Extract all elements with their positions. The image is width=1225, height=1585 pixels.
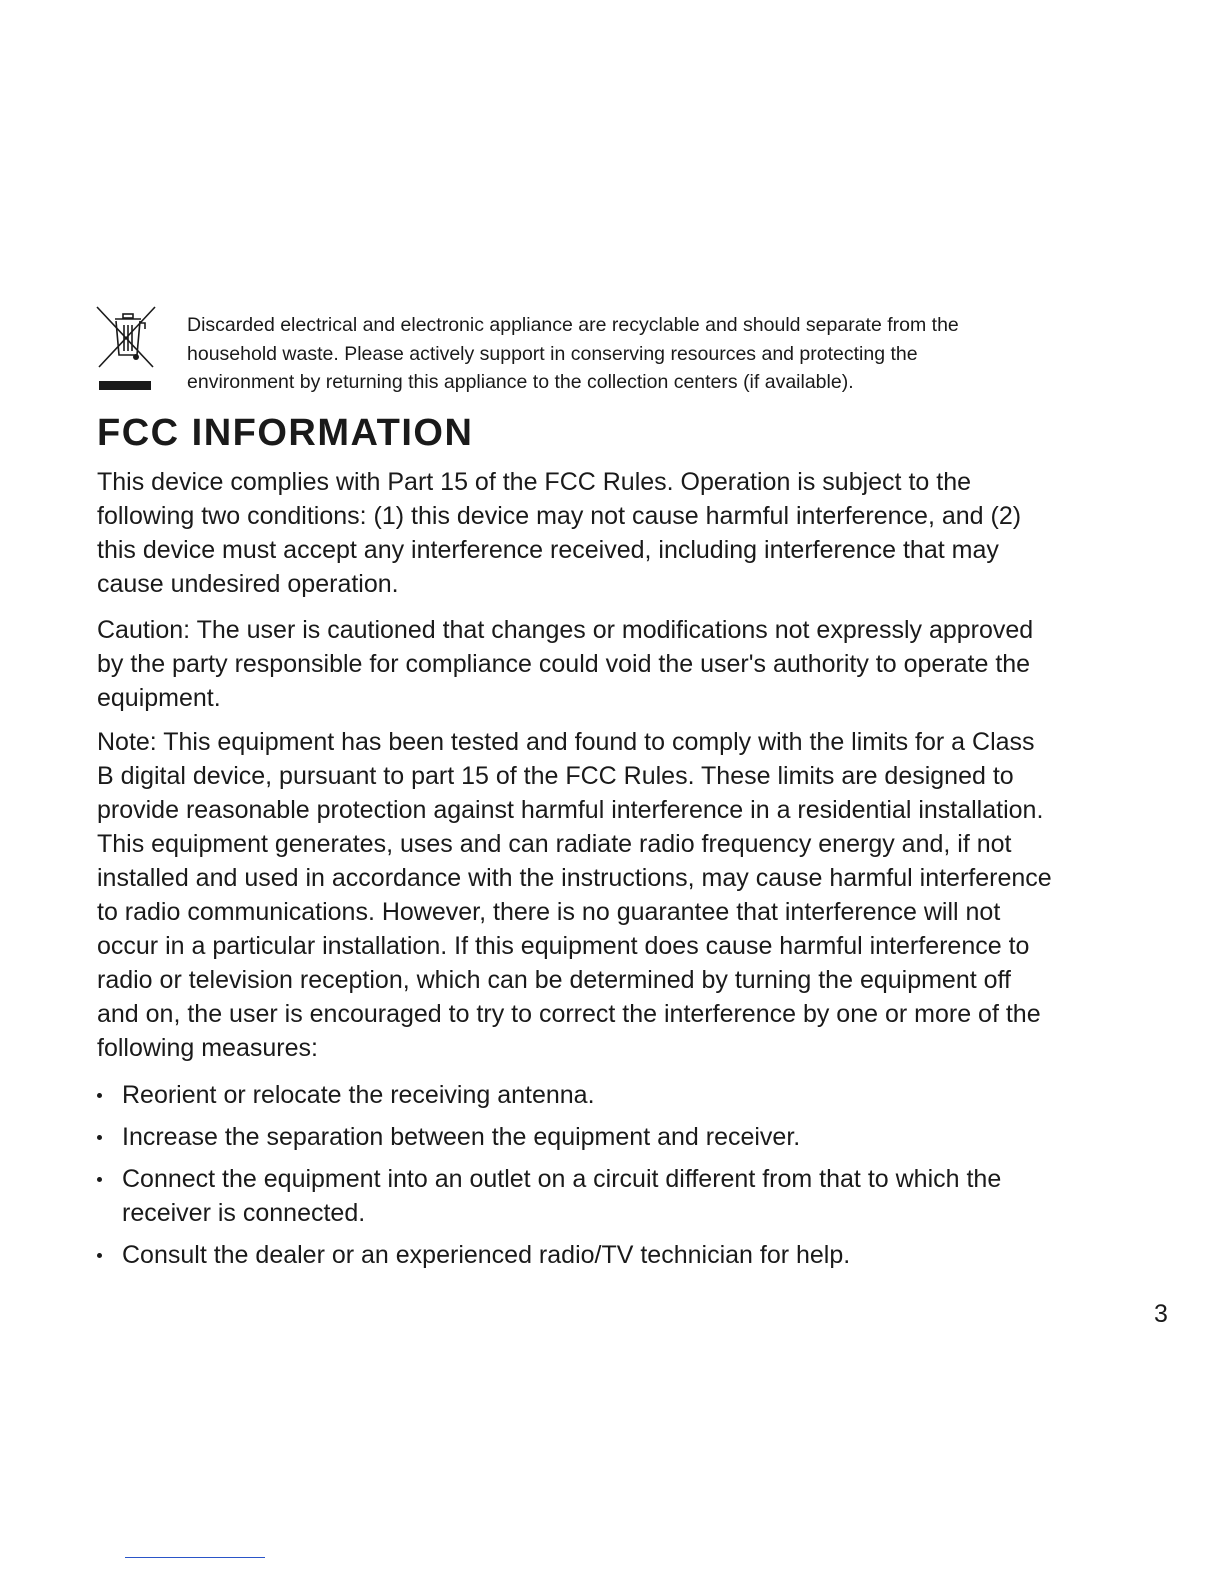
fcc-heading: FCC INFORMATION [97,412,474,454]
text-line: radio or television reception, which can be determined by turning the equipment off [97,966,1011,994]
weee-line: Discarded electrical and electronic appliance are recyclable and should separate from the [187,314,959,336]
text-line: this device must accept any interference received, including interference that may [97,536,999,564]
text-line: to radio communications. However, there is no guarantee that interference will not [97,898,1001,926]
note-paragraph [97,725,1177,1065]
list-item [97,1238,1177,1272]
text-line: B digital device, pursuant to part 15 of the FCC Rules. These limits are designed to [97,762,1014,790]
list-item-text: Consult the dealer or an experienced radio/TV technician for help. [122,1241,851,1269]
crossed-out-wheelie-bin-icon [95,305,157,395]
bullet-icon [97,1135,102,1140]
text-line: by the party responsible for compliance could void the user's authority to operate the [97,650,1031,678]
weee-line: environment by returning this appliance to the collection centers (if available). [187,371,854,393]
text-line: installed and used in accordance with the instructions, may cause harmful interference [97,864,1052,892]
list-item-text: receiver is connected. [122,1199,366,1227]
list-item [97,1120,1177,1154]
weee-notice [95,305,1155,400]
text-line: Note: This equipment has been tested and found to comply with the limits for a Class [97,728,1035,756]
measures-list [97,1078,1177,1280]
text-line: equipment. [97,684,221,712]
text-line: This device complies with Part 15 of the FCC Rules. Operation is subject to the [97,468,971,496]
list-item [97,1162,1177,1230]
text-line: and on, the user is encouraged to try to correct the interference by one or more of the [97,1000,1041,1028]
weee-line: household waste. Please actively support in conserving resources and protecting the [187,342,918,365]
list-item-text: Increase the separation between the equipment and receiver. [122,1123,801,1151]
weee-text [187,311,1147,397]
text-line: following two conditions: (1) this device may not cause harmful interference, and (2) [97,502,1022,530]
list-item-text: Connect the equipment into an outlet on a circuit different from that to which the [122,1165,1002,1193]
text-line: cause undesired operation. [97,570,399,598]
bullet-icon [97,1177,102,1182]
text-line: This equipment generates, uses and can radiate radio frequency energy and, if not [97,830,1012,858]
bullet-icon [97,1253,102,1258]
compliance-paragraph [97,465,1177,601]
text-line: Caution: The user is cautioned that changes or modifications not expressly approved [97,616,1034,644]
text-line: provide reasonable protection against harmful interference in a residential installation. [97,796,1044,824]
page-number: 3 [1154,1300,1168,1328]
bottom-divider [125,1557,265,1558]
list-item [97,1078,1177,1112]
bullet-icon [97,1093,102,1098]
text-line: following measures: [97,1034,318,1062]
caution-paragraph [97,613,1177,715]
text-line: occur in a particular installation. If this equipment does cause harmful interference to [97,932,1030,960]
list-item-text: Reorient or relocate the receiving antenna. [122,1081,595,1109]
